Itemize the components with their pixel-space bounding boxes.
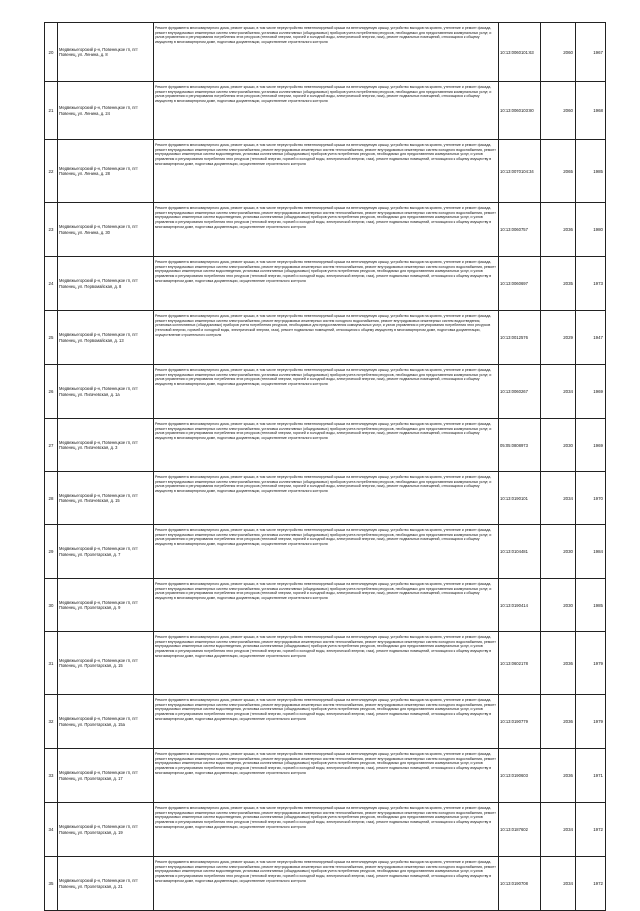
cadastral-number: 10:13:0060697	[499, 257, 541, 311]
works-list	[154, 857, 499, 911]
construction-year: 1947	[576, 311, 606, 365]
construction-year: 1972	[576, 803, 606, 857]
table-row	[45, 140, 606, 203]
planned-year: 2036	[541, 632, 576, 695]
planned-year: 2036	[541, 749, 576, 803]
cadastral-number: 10:13:0070104:34	[499, 140, 541, 203]
row-number: 33	[45, 749, 58, 803]
row-number: 21	[45, 82, 58, 140]
table-row	[45, 632, 606, 695]
works-list	[154, 749, 499, 803]
works-text: Ремонт фундамента многоквартирного дома, ремонт крыши, в том числе переустройство невентилируемой крыши на вентилируемую крышу, устройство выходов на кровлю, утепление и ремонт фасада, ремонт внутридомовых инженерных систем электроснабжения, ремонт внутридомовых инженерных систем теплоснабжения, ремонт внутридомовых инженерных систем холодного водоснабжения, ремонт внутридомовых инженерных систем водоотведения, установка коллективных (общедомовых) приборов учета потребления ресурсов, необходимых для предоставления коммунальных услуг, и узлов управления и регулирования потребления этих ресурсов (тепловой энергии, горячей и холодной воды, электрической энергии, газа), ремонт подвальных помещений, относящихся к общему имуществу в многоквартирном доме, подготовка документации, осуществление строительного контроля	[155, 752, 496, 775]
table-row	[45, 82, 606, 140]
table-row	[45, 579, 606, 632]
planned-year: 2034	[541, 365, 576, 419]
cadastral-number: 10:13:0190414	[499, 579, 541, 632]
works-text: Ремонт фундамента многоквартирного дома, ремонт крыши, в том числе переустройство невентилируемой крыши на вентилируемую крышу, устройство выходов на кровлю, утепление и ремонт фасада, ремонт внутридомовых инженерных систем электроснабжения, установка коллективных (общедомовых) приборов учета потребления ресурсов, необходимых для предоставления коммунальных услуг, и узлов управления и регулирования потребления этих ресурсов (тепловой энергии, горячей и холодной воды, электрической энергии, газа), ремонт подвальных помещений, относящихся к общему имуществу в многоквартирном доме, подготовка документации, осуществление строительного контроля	[155, 422, 492, 441]
row-number: 28	[45, 472, 58, 525]
construction-year: 1985	[576, 579, 606, 632]
house-address: Медвежьегорский р-н, Повенецкое гп, пгт Повенец, ул. Ленина, д. 28	[58, 140, 154, 203]
works-list	[154, 23, 499, 82]
row-number: 32	[45, 695, 58, 749]
house-address: Медвежьегорский р-н, Повенецкое гп, пгт Повенец, ул. Пролетарская, д. 15	[58, 632, 154, 695]
planned-year: 2034	[541, 857, 576, 911]
planned-year: 2060	[541, 23, 576, 82]
planned-year: 2034	[541, 472, 576, 525]
works-list	[154, 419, 499, 472]
house-address: Медвежьегорский р-н, Повенецкое гп, пгт Повенец, ул. Пролетарская, д. 7	[58, 525, 154, 579]
cadastral-number: 10:13:0060103:80	[499, 82, 541, 140]
construction-year: 1972	[576, 857, 606, 911]
works-text: Ремонт фундамента многоквартирного дома, ремонт крыши, в том числе переустройство невентилируемой крыши на вентилируемую крышу, устройство выходов на кровлю, утепление и ремонт фасада, ремонт внутридомовых инженерных систем электроснабжения, установка коллективных (общедомовых) приборов учета потребления ресурсов, необходимых для предоставления коммунальных услуг, и узлов управления и регулирования потребления этих ресурсов (тепловой энергии, горячей и холодной воды, электрической энергии, газа), ремонт подвальных помещений, относящихся к общему имуществу в многоквартирном доме, подготовка документации, осуществление строительного контроля	[155, 26, 492, 45]
works-text: Ремонт фундамента многоквартирного дома, ремонт крыши, в том числе переустройство невентилируемой крыши на вентилируемую крышу, устройство выходов на кровлю, утепление и ремонт фасада, ремонт внутридомовых инженерных систем электроснабжения, ремонт внутридомовых инженерных систем теплоснабжения, ремонт внутридомовых инженерных систем холодного водоснабжения, ремонт внутридомовых инженерных систем водоотведения, установка коллективных (общедомовых) приборов учета потребления ресурсов, необходимых для предоставления коммунальных услуг, и узлов управления и регулирования потребления этих ресурсов (тепловой энергии, горячей и холодной воды, электрической энергии, газа), ремонт подвальных помещений, относящихся к общему имуществу в многоквартирном доме, подготовка документации, осуществление строительного контроля	[155, 206, 496, 229]
cadastral-number: 10:13:0190779	[499, 695, 541, 749]
table-row	[45, 525, 606, 579]
house-address: Медвежьегорский р-н, Повенецкое гп, пгт Повенец, ул. Пигачевская, д. 1а	[58, 365, 154, 419]
planned-year: 2035	[541, 257, 576, 311]
house-address: Медвежьегорский р-н, Повенецкое гп, пгт Повенец, ул. Пролетарская, д. 9	[58, 579, 154, 632]
house-address: Медвежьегорский р-н, Повенецкое гп, пгт Повенец, ул. Пролетарская, д. 21	[58, 857, 154, 911]
planned-year: 2030	[541, 419, 576, 472]
works-text: Ремонт фундамента многоквартирного дома, ремонт крыши, в том числе переустройство невентилируемой крыши на вентилируемую крышу, устройство выходов на кровлю, утепление и ремонт фасада, ремонт внутридомовых инженерных систем электроснабжения, ремонт внутридомовых инженерных систем теплоснабжения, ремонт внутридомовых инженерных систем холодного водоснабжения, ремонт внутридомовых инженерных систем водоотведения, установка коллективных (общедомовых) приборов учета потребления ресурсов, необходимых для предоставления коммунальных услуг, и узлов управления и регулирования потребления этих ресурсов (тепловой энергии, горячей и холодной воды, электрической энергии, газа), ремонт подвальных помещений, относящихся к общему имуществу в многоквартирном доме, подготовка документации, осуществление строительного контроля	[155, 698, 496, 721]
house-address: Медвежьегорский р-н, Повенецкое гп, пгт Повенец, ул. Пролетарская, д. 15а	[58, 695, 154, 749]
house-address: Медвежьегорский р-н, Повенецкое гп, пгт Повенец, ул. Первомайская, д. 8	[58, 257, 154, 311]
cadastral-number: 10:13:0190603	[499, 749, 541, 803]
cadastral-number: 10:13:0012576	[499, 311, 541, 365]
works-list	[154, 579, 499, 632]
works-text: Ремонт фундамента многоквартирного дома, ремонт крыши, в том числе переустройство невентилируемой крыши на вентилируемую крышу, устройство выходов на кровлю, утепление и ремонт фасада, ремонт внутридомовых инженерных систем электроснабжения, ремонт внутридомовых инженерных систем теплоснабжения, ремонт внутридомовых инженерных систем холодного водоснабжения, ремонт внутридомовых инженерных систем водоотведения, установка коллективных (общедомовых) приборов учета потребления ресурсов, необходимых для предоставления коммунальных услуг, и узлов управления и регулирования потребления этих ресурсов (тепловой энергии, горячей и холодной воды, электрической энергии, газа), ремонт подвальных помещений, относящихся к общему имуществу в многоквартирном доме, подготовка документации, осуществление строительного контроля	[155, 260, 496, 283]
works-list	[154, 472, 499, 525]
works-text: Ремонт фундамента многоквартирного дома, ремонт крыши, в том числе переустройство невентилируемой крыши на вентилируемую крышу, устройство выходов на кровлю, утепление и ремонт фасада, ремонт внутридомовых инженерных систем электроснабжения, установка коллективных (общедомовых) приборов учета потребления ресурсов, необходимых для предоставления коммунальных услуг, и узлов управления и регулирования потребления этих ресурсов (тепловой энергии, горячей и холодной воды, электрической энергии, газа), ремонт подвальных помещений, относящихся к общему имуществу в многоквартирном доме, подготовка документации, осуществление строительного контроля	[155, 475, 492, 494]
works-text: Ремонт фундамента многоквартирного дома, ремонт крыши, в том числе переустройство невентилируемой крыши на вентилируемую крышу, устройство выходов на кровлю, утепление и ремонт фасада, ремонт внутридомовых инженерных систем электроснабжения, установка коллективных (общедомовых) приборов учета потребления ресурсов, необходимых для предоставления коммунальных услуг, и узлов управления и регулирования потребления этих ресурсов (тепловой энергии, горячей и холодной воды, электрической энергии, газа), ремонт подвальных помещений, относящихся к общему имуществу в многоквартирном доме, подготовка документации, осуществление строительного контроля	[155, 528, 492, 547]
works-list	[154, 632, 499, 695]
construction-year: 1984	[576, 525, 606, 579]
cadastral-number: 10:13:0190708	[499, 857, 541, 911]
construction-year: 1985	[576, 140, 606, 203]
works-text: Ремонт фундамента многоквартирного дома, ремонт крыши, в том числе переустройство невентилируемой крыши на вентилируемую крышу, устройство выходов на кровлю, утепление и ремонт фасада, ремонт внутридомовых инженерных систем электроснабжения, ремонт внутридомовых инженерных систем холодного водоснабжения, ремонт внутридомовых инженерных систем водоотведения, установка коллективных (общедомовых) приборов учета потребления ресурсов, необходимых для предоставления коммунальных услуг, и узлов управления и регулирования потребления этих ресурсов (тепловой энергии, горячей и холодной воды, электрической энергии, газа), ремонт подвальных помещений, относящихся к общему имуществу в многоквартирном доме, подготовка документации, осуществление строительного контроля	[155, 314, 492, 337]
row-number: 25	[45, 311, 58, 365]
construction-year: 1969	[576, 419, 606, 472]
house-address: Медвежьегорский р-н, Повенецкое гп, пгт Повенец, ул. Пигачевская, д. 3	[58, 419, 154, 472]
row-number: 27	[45, 419, 58, 472]
house-address: Медвежьегорский р-н, Повенецкое гп, пгт Повенец, ул. Пигачевская, д. 15	[58, 472, 154, 525]
cadastral-number: 10:13:0602178	[499, 632, 541, 695]
house-address: Медвежьегорский р-н, Повенецкое гп, пгт Повенец, ул. Ленина, д. 24	[58, 82, 154, 140]
works-text: Ремонт фундамента многоквартирного дома, ремонт крыши, в том числе переустройство невентилируемой крыши на вентилируемую крышу, устройство выходов на кровлю, утепление и ремонт фасада, ремонт внутридомовых инженерных систем электроснабжения, ремонт внутридомовых инженерных систем теплоснабжения, ремонт внутридомовых инженерных систем холодного водоснабжения, ремонт внутридомовых инженерных систем водоотведения, установка коллективных (общедомовых) приборов учета потребления ресурсов, необходимых для предоставления коммунальных услуг, и узлов управления и регулирования потребления этих ресурсов (тепловой энергии, горячей и холодной воды, электрической энергии, газа), ремонт подвальных помещений, относящихся к общему имуществу в многоквартирном доме, подготовка документации, осуществление строительного контроля	[155, 143, 496, 166]
row-number: 35	[45, 857, 58, 911]
construction-year: 1968	[576, 82, 606, 140]
works-text: Ремонт фундамента многоквартирного дома, ремонт крыши, в том числе переустройство невентилируемой крыши на вентилируемую крышу, устройство выходов на кровлю, утепление и ремонт фасада, ремонт внутридомовых инженерных систем электроснабжения, установка коллективных (общедомовых) приборов учета потребления ресурсов, необходимых для предоставления коммунальных услуг, и узлов управления и регулирования потребления этих ресурсов (тепловой энергии, горячей и холодной воды, электрической энергии, газа), ремонт подвальных помещений, относящихся к общему имуществу в многоквартирном доме, подготовка документации, осуществление строительного контроля	[155, 368, 492, 387]
works-text: Ремонт фундамента многоквартирного дома, ремонт крыши, в том числе переустройство невентилируемой крыши на вентилируемую крышу, устройство выходов на кровлю, утепление и ремонт фасада, ремонт внутридомовых инженерных систем электроснабжения, установка коллективных (общедомовых) приборов учета потребления ресурсов, необходимых для предоставления коммунальных услуг, и узлов управления и регулирования потребления этих ресурсов (тепловой энергии, горячей и холодной воды, электрической энергии, газа), ремонт подвальных помещений, относящихся к общему имуществу в многоквартирном доме, подготовка документации, осуществление строительного контроля	[155, 85, 492, 104]
works-list	[154, 257, 499, 311]
house-address: Медвежьегорский р-н, Повенецкое гп, пгт Повенец, ул. Первомайская, д. 13	[58, 311, 154, 365]
works-list	[154, 695, 499, 749]
planned-year: 2065	[541, 140, 576, 203]
table-row	[45, 695, 606, 749]
cadastral-number: 10:13:0190101	[499, 472, 541, 525]
construction-year: 1967	[576, 23, 606, 82]
house-address: Медвежьегорский р-н, Повенецкое гп, пгт Повенец, ул. Ленина, д. 8	[58, 23, 154, 82]
table-row	[45, 419, 606, 472]
works-list	[154, 803, 499, 857]
works-list	[154, 203, 499, 257]
works-text: Ремонт фундамента многоквартирного дома, ремонт крыши, в том числе переустройство невентилируемой крыши на вентилируемую крышу, устройство выходов на кровлю, утепление и ремонт фасада, ремонт внутридомовых инженерных систем электроснабжения, ремонт внутридомовых инженерных систем теплоснабжения, ремонт внутридомовых инженерных систем холодного водоснабжения, ремонт внутридомовых инженерных систем водоотведения, установка коллективных (общедомовых) приборов учета потребления ресурсов, необходимых для предоставления коммунальных услуг, и узлов управления и регулирования потребления этих ресурсов (тепловой энергии, горячей и холодной воды, электрической энергии, газа), ремонт подвальных помещений, относящихся к общему имуществу в многоквартирном доме, подготовка документации, осуществление строительного контроля	[155, 806, 496, 829]
works-list	[154, 311, 499, 365]
cadastral-number: 10:13:0187602	[499, 803, 541, 857]
row-number: 24	[45, 257, 58, 311]
works-text: Ремонт фундамента многоквартирного дома, ремонт крыши, в том числе переустройство невентилируемой крыши на вентилируемую крышу, устройство выходов на кровлю, утепление и ремонт фасада, ремонт внутридомовых инженерных систем электроснабжения, ремонт внутридомовых инженерных систем теплоснабжения, ремонт внутридомовых инженерных систем холодного водоснабжения, ремонт внутридомовых инженерных систем водоотведения, установка коллективных (общедомовых) приборов учета потребления ресурсов, необходимых для предоставления коммунальных услуг, и узлов управления и регулирования потребления этих ресурсов (тепловой энергии, горячей и холодной воды, электрической энергии, газа), ремонт подвальных помещений, относящихся к общему имуществу в многоквартирном доме, подготовка документации, осуществление строительного контроля	[155, 860, 496, 883]
row-number: 20	[45, 23, 58, 82]
planned-year: 2029	[541, 311, 576, 365]
construction-year: 1970	[576, 472, 606, 525]
house-address: Медвежьегорский р-н, Повенецкое гп, пгт Повенец, ул. Ленина, д. 30	[58, 203, 154, 257]
works-text: Ремонт фундамента многоквартирного дома, ремонт крыши, в том числе переустройство невентилируемой крыши на вентилируемую крышу, устройство выходов на кровлю, утепление и ремонт фасада, ремонт внутридомовых инженерных систем электроснабжения, установка коллективных (общедомовых) приборов учета потребления ресурсов, необходимых для предоставления коммунальных услуг, и узлов управления и регулирования потребления этих ресурсов (тепловой энергии, горячей и холодной воды, электрической энергии, газа), ремонт подвальных помещений, относящихся к общему имуществу в многоквартирном доме, подготовка документации, осуществление строительного контроля	[155, 582, 492, 601]
cadastral-number: 05:05:0808973	[499, 419, 541, 472]
planned-year: 2036	[541, 695, 576, 749]
works-list	[154, 365, 499, 419]
table-row	[45, 203, 606, 257]
planned-year: 2030	[541, 579, 576, 632]
capital-repair-table	[44, 22, 606, 911]
row-number: 34	[45, 803, 58, 857]
table-row	[45, 857, 606, 911]
table-row	[45, 365, 606, 419]
house-address: Медвежьегорский р-н, Повенецкое гп, пгт Повенец, ул. Пролетарская, д. 17	[58, 749, 154, 803]
planned-year: 2030	[541, 525, 576, 579]
works-text: Ремонт фундамента многоквартирного дома, ремонт крыши, в том числе переустройство невентилируемой крыши на вентилируемую крышу, устройство выходов на кровлю, утепление и ремонт фасада, ремонт внутридомовых инженерных систем электроснабжения, ремонт внутридомовых инженерных систем теплоснабжения, ремонт внутридомовых инженерных систем холодного водоснабжения, ремонт внутридомовых инженерных систем водоотведения, установка коллективных (общедомовых) приборов учета потребления ресурсов, необходимых для предоставления коммунальных услуг, и узлов управления и регулирования потребления этих ресурсов (тепловой энергии, горячей и холодной воды, электрической энергии, газа), ремонт подвальных помещений, относящихся к общему имуществу в многоквартирном доме, подготовка документации, осуществление строительного контроля	[155, 635, 496, 658]
cadastral-number: 10:13:0104481	[499, 525, 541, 579]
table-row	[45, 257, 606, 311]
cadastral-number: 10:13:0060757	[499, 203, 541, 257]
house-address: Медвежьегорский р-н, Повенецкое гп, пгт Повенец, ул. Пролетарская, д. 19	[58, 803, 154, 857]
construction-year: 1971	[576, 749, 606, 803]
table-row	[45, 749, 606, 803]
row-number: 22	[45, 140, 58, 203]
row-number: 29	[45, 525, 58, 579]
works-list	[154, 82, 499, 140]
works-list	[154, 525, 499, 579]
works-list	[154, 140, 499, 203]
planned-year: 2034	[541, 803, 576, 857]
table-row	[45, 803, 606, 857]
planned-year: 2060	[541, 82, 576, 140]
construction-year: 1979	[576, 632, 606, 695]
construction-year: 1980	[576, 203, 606, 257]
construction-year: 1969	[576, 365, 606, 419]
row-number: 31	[45, 632, 58, 695]
table-body	[45, 23, 606, 911]
row-number: 26	[45, 365, 58, 419]
construction-year: 1973	[576, 257, 606, 311]
construction-year: 1979	[576, 695, 606, 749]
cadastral-number: 10:13:0060101:63	[499, 23, 541, 82]
row-number: 30	[45, 579, 58, 632]
row-number: 23	[45, 203, 58, 257]
cadastral-number: 10:13:0060267	[499, 365, 541, 419]
table-row	[45, 23, 606, 82]
table-row	[45, 311, 606, 365]
planned-year: 2036	[541, 203, 576, 257]
table-row	[45, 472, 606, 525]
